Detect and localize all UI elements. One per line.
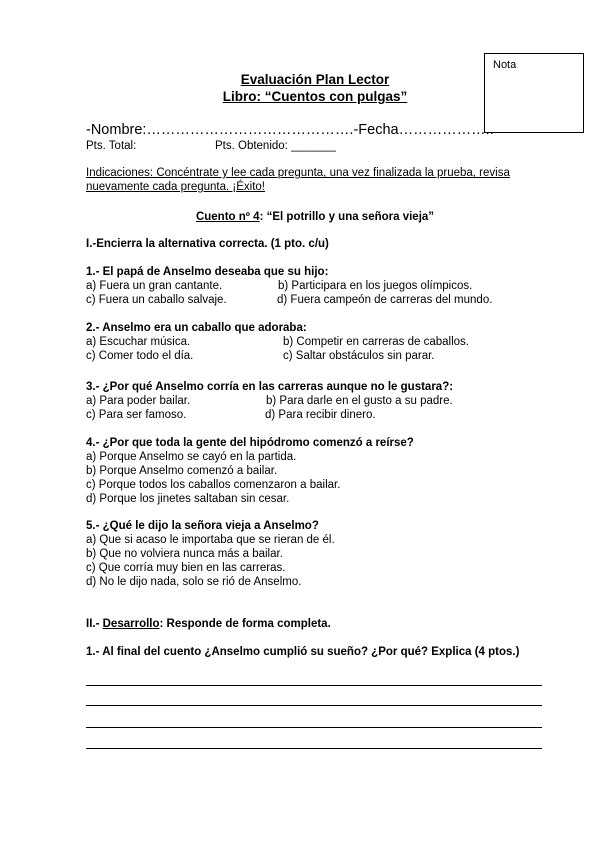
instructions-line-2-text: nuevamente cada pregunta. ¡Éxito! xyxy=(86,181,266,193)
q5-option-c[interactable]: c) Que corría muy bien en las carreras. xyxy=(86,562,286,574)
q1-option-b[interactable]: b) Participara en los juegos olímpicos. xyxy=(278,280,473,292)
answer-line[interactable] xyxy=(86,705,542,706)
section-2-heading xyxy=(86,618,331,630)
document-title: Evaluación Plan Lector xyxy=(240,72,390,87)
grade-label: Nota xyxy=(493,59,517,71)
q2-option-c[interactable]: c) Comer todo el día. xyxy=(86,350,194,362)
development-question-1: 1.- Al final del cuento ¿Anselmo cumplió su sueño? ¿Por qué? Explica (4 ptos.) xyxy=(86,646,520,658)
story-heading xyxy=(0,211,600,223)
q5-option-d[interactable]: d) No le dijo nada, solo se rió de Anselmo. xyxy=(86,576,302,588)
obtained-points-field[interactable]: Pts. Obtenido: _______ xyxy=(215,140,336,152)
q4-option-c[interactable]: c) Porque todos los caballos comenzaron a bailar. xyxy=(86,479,341,491)
section-2-title: Desarrollo xyxy=(102,618,160,630)
q5-option-b[interactable]: b) Que no volviera nunca más a bailar. xyxy=(86,548,283,560)
total-points-label: Pts. Total: xyxy=(86,140,137,152)
q2-option-d[interactable]: c) Saltar obstáculos sin parar. xyxy=(283,350,435,362)
answer-line[interactable] xyxy=(86,685,542,686)
instructions-line-1: Indicaciones: Concéntrate y lee cada pregunta, una vez finalizada la prueba, revisa xyxy=(86,167,510,179)
q3-option-a[interactable]: a) Para poder bailar. xyxy=(86,395,191,407)
section-2-instruction: : Responde de forma completa. xyxy=(159,618,331,630)
q1-option-a[interactable]: a) Fuera un gran cantante. xyxy=(86,280,223,292)
section-2-prefix: II.- xyxy=(86,618,103,630)
q3-option-d[interactable]: d) Para recibir dinero. xyxy=(265,409,376,421)
question-3: 3.- ¿Por qué Anselmo corría en las carreras aunque no le gustara?: xyxy=(86,381,454,393)
section-1-heading: I.-Encierra la alternativa correcta. (1 pto. c/u) xyxy=(86,238,329,250)
q1-option-d[interactable]: d) Fuera campeón de carreras del mundo. xyxy=(277,294,493,306)
answer-line[interactable] xyxy=(86,748,542,749)
story-number: Cuento nº 4 xyxy=(195,211,260,223)
q3-option-c[interactable]: c) Para ser famoso. xyxy=(86,409,187,421)
q3-option-b[interactable]: b) Para darle en el gusto a su padre. xyxy=(266,395,453,407)
q1-option-c[interactable]: c) Fuera un caballo salvaje. xyxy=(86,294,227,306)
instructions-line-2 xyxy=(86,181,265,193)
question-2: 2.- Anselmo era un caballo que adoraba: xyxy=(86,322,307,334)
question-5: 5.- ¿Qué le dijo la señora vieja a Anselmo? xyxy=(86,520,319,532)
q2-option-b[interactable]: b) Competir en carreras de caballos. xyxy=(283,336,469,348)
q4-option-d[interactable]: d) Porque los jinetes saltaban sin cesar. xyxy=(86,493,290,505)
q4-option-a[interactable]: a) Porque Anselmo se cayó en la partida. xyxy=(86,451,297,463)
answer-line[interactable] xyxy=(86,727,542,728)
question-1: 1.- El papá de Anselmo deseaba que su hijo: xyxy=(86,266,329,278)
q5-option-a[interactable]: a) Que si acaso le importaba que se rieran de él. xyxy=(86,534,335,546)
q4-option-b[interactable]: b) Porque Anselmo comenzó a bailar. xyxy=(86,465,278,477)
story-title: : “El potrillo y una señora vieja” xyxy=(259,211,435,223)
name-date-field[interactable]: -Nombre:…………………………………….-Fecha……………….. xyxy=(86,122,494,138)
q2-option-a[interactable]: a) Escuchar música. xyxy=(86,336,191,348)
question-4: 4.- ¿Por que toda la gente del hipódromo comenzó a reírse? xyxy=(86,437,414,449)
book-title: Libro: “Cuentos con pulgas” xyxy=(222,89,408,104)
